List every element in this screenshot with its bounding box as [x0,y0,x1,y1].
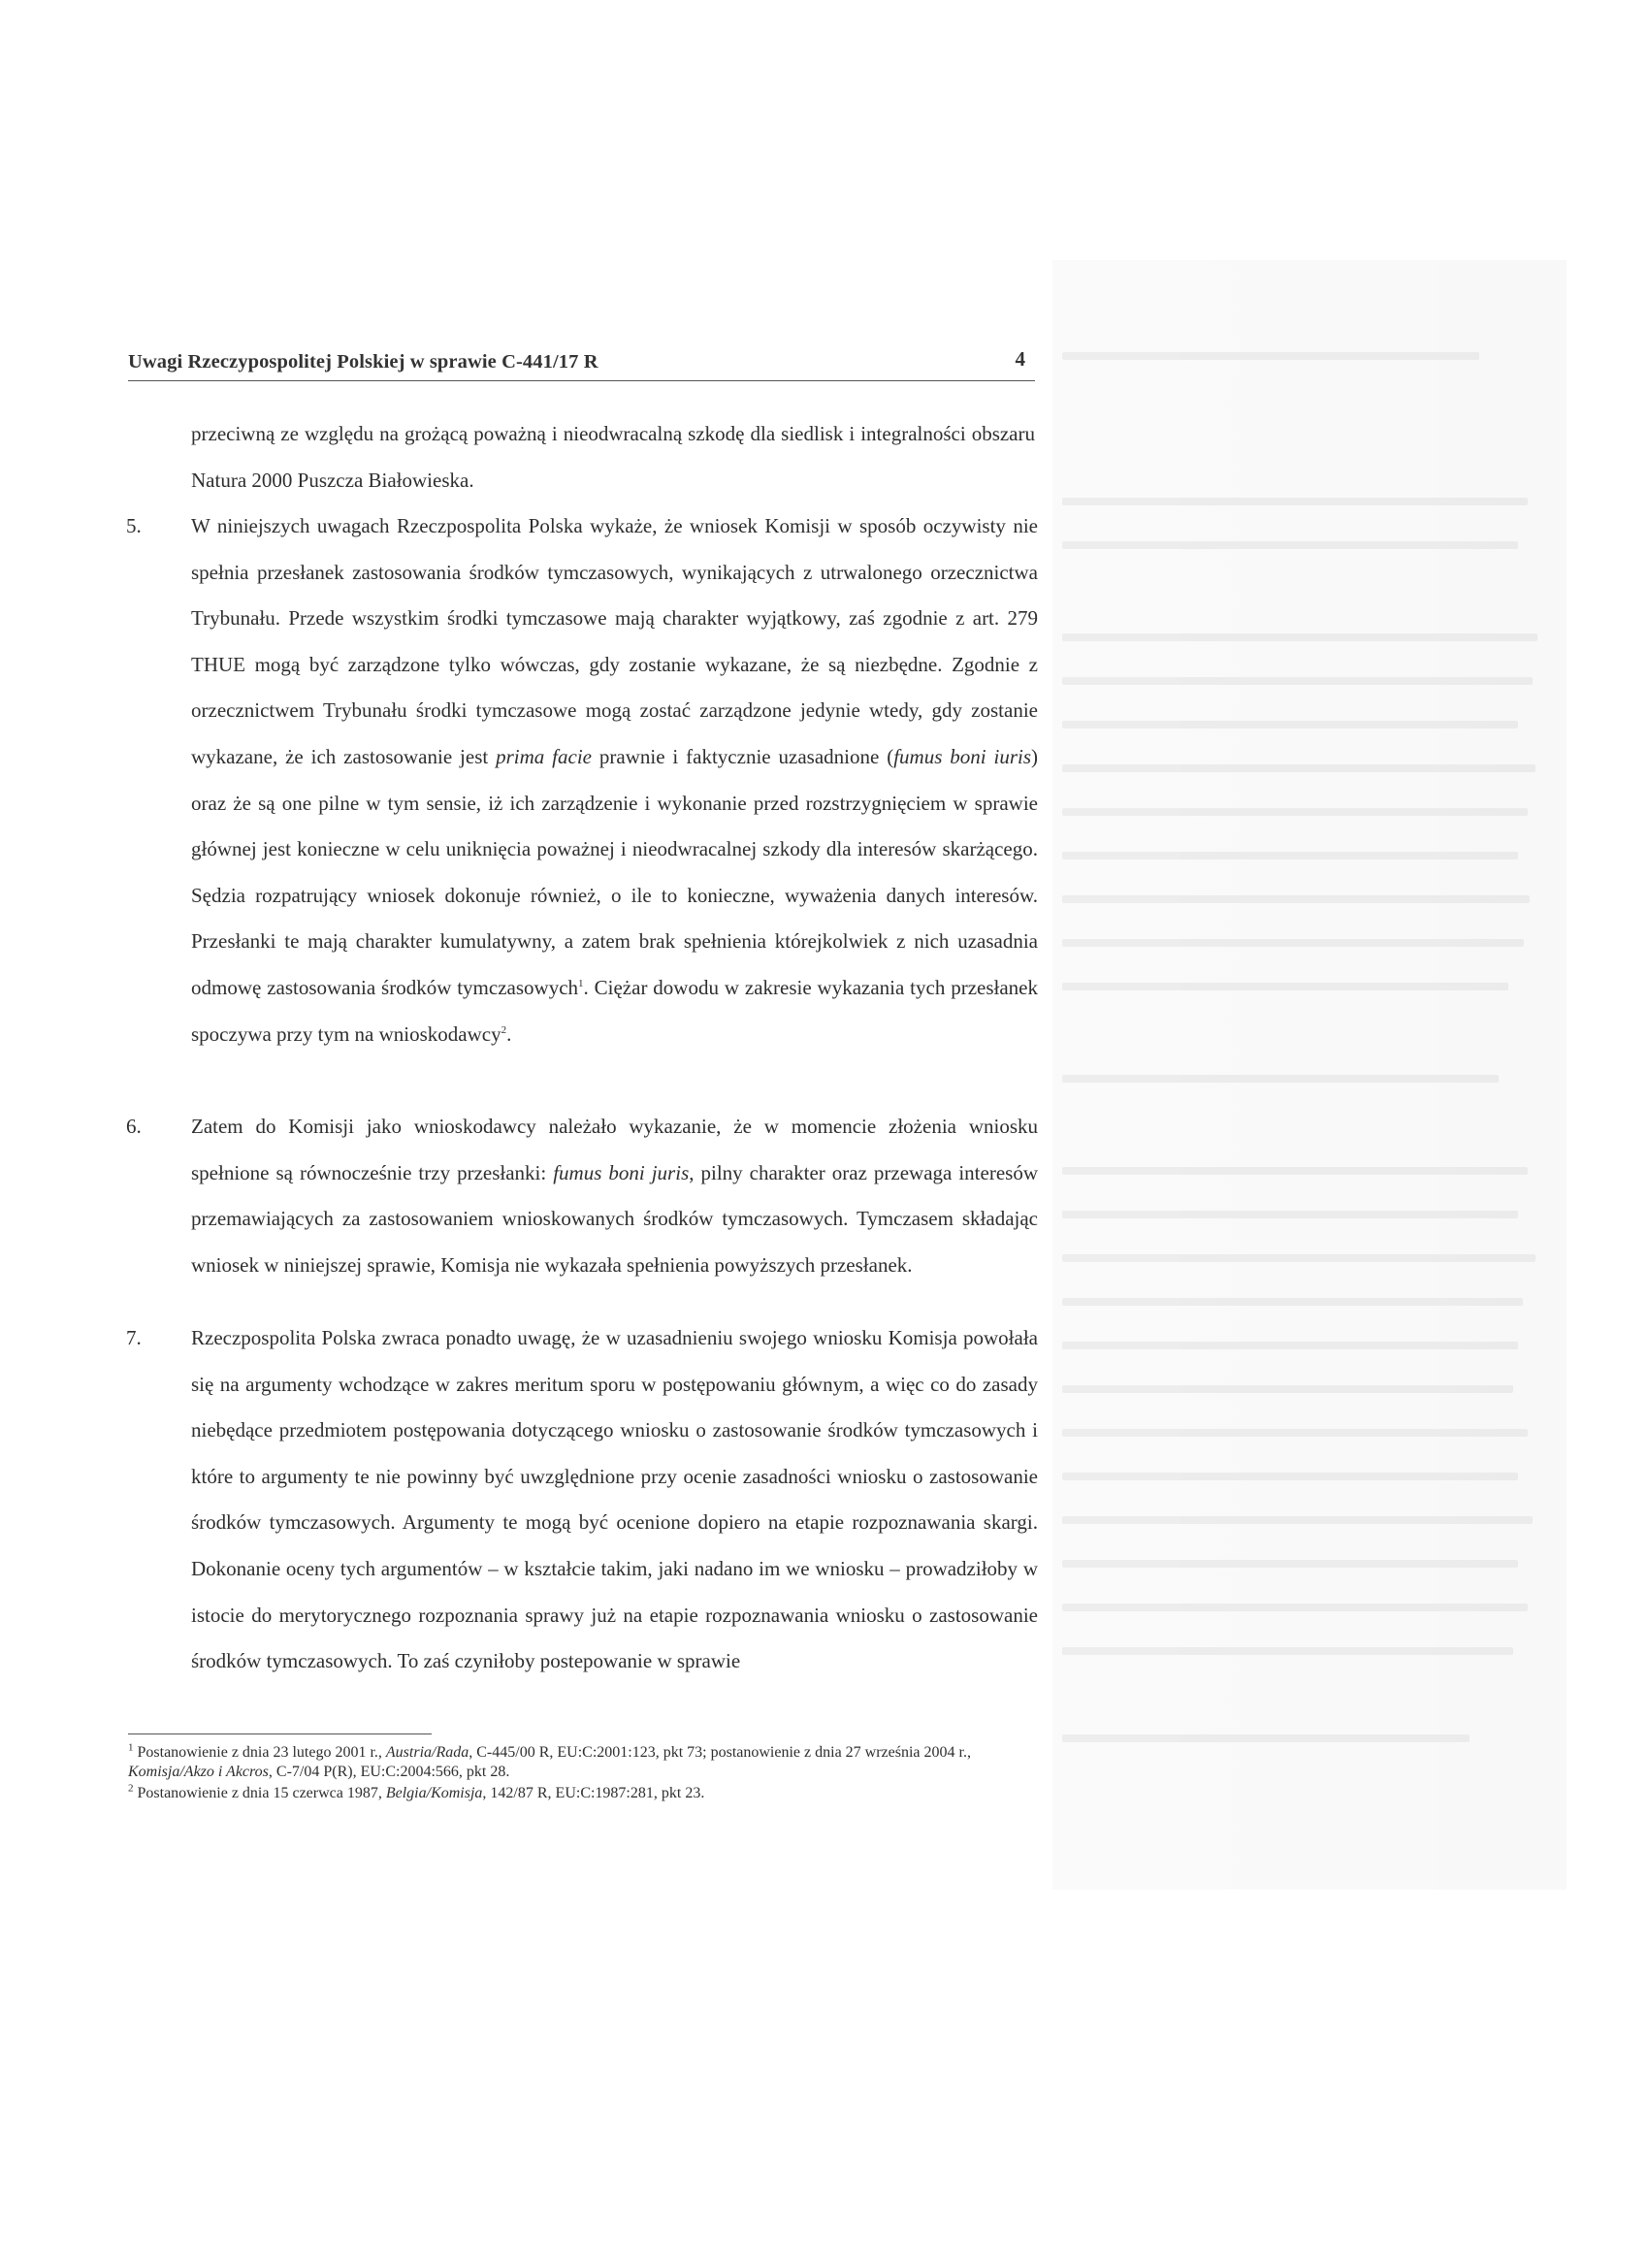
case-name: Austria/Rada [385,1744,469,1761]
paragraph-6-text: Zatem do Komisji jako wnioskodawcy należało wykazanie, że w momencie złożenia wniosku spełnione są równocześnie trzy przesłanki: [191,1115,1038,1184]
paragraph-5-text: . Ciężar dowodu w zakresie wykazania tych przesłanek spoczywa przy tym na wnioskodawcy [191,975,1038,1046]
intro-text: przeciwną ze względu na grożącą poważną i nieodwracalną szkodę dla siedlisk i integralności obszaru Natura 2000 Puszcza Białowieska. [191,422,1035,492]
paragraph-5-text: W niniejszych uwagach Rzeczpospolita Polska wykaże, że wniosek Komisji w sposób oczywisty nie spełnia przesłanek zastosowania środków tymczasowych, wynikających z utrwalonego orzecznictwa Trybunału. Przede wszystkim środki tymczasowe mają charakter wyjątkowy, zaś zgodnie z art. 279 THUE mogą być zarządzone tylko wówczas, gdy zostanie wykazane, że są niezbędne. Zgodnie z orzecznictwem Trybunału środki tymczasowe mogą zostać zarządzone jedynie wtedy, gdy zostanie wykazane, że ich zastosowanie jest [191,514,1038,768]
case-name: Komisja/Akzo i Akcros [128,1764,269,1780]
case-name: Belgia/Komisja [385,1785,483,1801]
latin-term: fumus boni iuris [893,744,1032,768]
paragraph-5 [191,503,1038,1057]
footnote-text: Postanowienie z dnia 23 lutego 2001 r., [137,1744,386,1761]
footnote-reference-1[interactable]: 1 [578,977,584,989]
paragraph-7 [191,1315,1038,1685]
footnote-text: , C-445/00 R, EU:C:2001:123, pkt 73; postanowienie z dnia 27 września 2004 r., [469,1744,971,1761]
footnote-mark: 2 [128,1782,134,1795]
paragraph-7-text: Rzeczpospolita Polska zwraca ponadto uwagę, że w uzasadnieniu swojego wniosku Komisja powołała się na argumenty wchodzące w zakres meritum sporu w postępowaniu głównym, a więc co do zasady niebędące przedmiotem postępowania dotyczącego wniosku o zastosowanie środków tymczasowych i które to argumenty te nie powinny być uwzględnione przy ocenie zasadności wniosku o zastosowanie środków tymczasowych. Argumenty te mogą być ocenione dopiero na etapie rozpoznawania skargi. Dokonanie oceny tych argumentów – w kształcie takim, jaki nadano im we wniosku – prowadziłoby w istocie do merytorycznego rozpoznania sprawy już na etapie rozpoznawania wniosku o zastosowanie środków tymczasowych. To zaś czyniłoby postepowanie w sprawie [191,1326,1038,1673]
page-number: 4 [1015,347,1025,371]
page-header [128,347,1035,381]
footnote-text: Postanowienie z dnia 15 czerwca 1987, [137,1785,386,1801]
footnote-text: , C-7/04 P(R), EU:C:2004:566, pkt 28. [268,1764,510,1780]
paragraph-5-text: prawnie i faktycznie uzasadnione ( [592,744,894,768]
paragraph-number-7: 7. [126,1326,142,1349]
latin-term: fumus boni juris [553,1160,690,1184]
footnote-separator [128,1733,432,1734]
paragraph-number-5: 5. [126,514,142,537]
latin-term: prima facie [496,744,592,768]
footnote-reference-2[interactable]: 2 [501,1023,507,1036]
paragraph-6-text: , pilny charakter oraz przewaga interesów przemawiających za zastosowaniem wnioskowanych środków tymczasowych. Tymczasem składając wniosek w niniejszej sprawie, Komisja nie wykazała spełnienia powyższych przesłanek. [191,1160,1038,1277]
document-title: Uwagi Rzeczypospolitej Polskiej w sprawie C-441/17 R [128,351,598,373]
paragraph-6 [191,1104,1038,1288]
reverse-side-bleed-through [1052,260,1567,1890]
paragraph-number-6: 6. [126,1115,142,1138]
paragraph-5-text: . [506,1021,512,1046]
footnote-mark: 1 [128,1741,134,1754]
footnotes [128,1743,1035,1805]
footnote-1 [128,1743,1035,1782]
footnote-text: , 142/87 R, EU:C:1987:281, pkt 23. [482,1785,705,1801]
intro-paragraph [191,411,1035,503]
paragraph-5-text: ) oraz że są one pilne w tym sensie, iż ich zarządzenie i wykonanie przed rozstrzygnięciem w sprawie głównej jest konieczne w celu uniknięcia poważnej i nieodwracalnej szkody dla interesów skarżącego. Sędzia rozpatrujący wniosek dokonuje również, o ile to konieczne, wyważenia danych interesów. Przesłanki te mają charakter kumulatywny, a zatem brak spełnienia którejkolwiek z nich uzasadnia odmowę zastosowania środków tymczasowych [191,744,1039,999]
footnote-2 [128,1784,1035,1803]
